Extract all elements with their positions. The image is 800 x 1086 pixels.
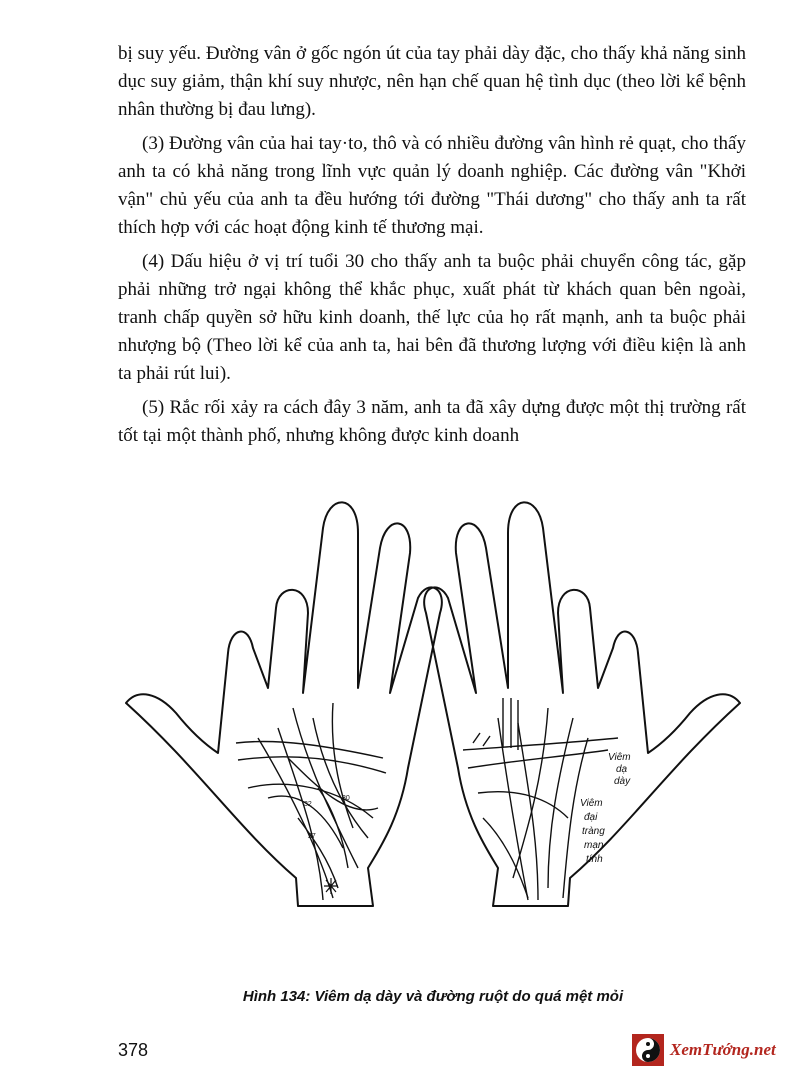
palm-figure	[118, 488, 748, 950]
age-mark-30: 30	[342, 795, 350, 802]
watermark-text: XemTướng.net	[670, 1040, 776, 1059]
paragraph-4: (5) Rắc rối xảy ra cách đây 3 năm, anh ta đã xây dựng được một thị trường rất tốt tại một thành phố, nhưng không được kinh doanh	[118, 397, 746, 446]
colitis-label-line-1: Viêm	[580, 798, 603, 809]
paragraph-1: bị suy yếu. Đường vân ở gốc ngón út của tay phải dày đặc, cho thấy khả năng sinh dục suy giảm, thận khí suy nhược, nên hạn chế quan hệ tình dục (theo lời kể bệnh nhân thường bị đau lưng).	[118, 43, 746, 120]
colitis-label-line-3: tràng	[582, 826, 605, 837]
figure-caption: Hình 134: Viêm dạ dày và đường ruột do quá mệt mỏi	[242, 988, 624, 1005]
left-hand-outline	[126, 502, 442, 906]
stomach-label-line-3: dày	[614, 776, 631, 787]
stomach-label-line-1: Viêm	[608, 752, 631, 763]
age-mark-27: 27	[308, 833, 316, 840]
colitis-label-line-2: đại	[584, 812, 598, 823]
star-mark	[324, 878, 338, 894]
colitis-label-line-5: tính	[586, 854, 603, 865]
stomach-label-line-2: dạ	[616, 764, 628, 775]
paragraph-2: (3) Đường vân của hai tay·to, thô và có nhiều đường vân hình rẻ quạt, cho thấy anh ta có khả năng trong lĩnh vực quản lý doanh nghiệp. Các đường vân "Khởi vận" chủ yếu của anh ta đều hướng tới đường "Thái dương" cho thấy anh ta rất thích hợp với các hoạt động kinh tế thương mại.	[118, 133, 746, 238]
body-text	[118, 40, 746, 456]
paragraph-3: (4) Dấu hiệu ở vị trí tuổi 30 cho thấy anh ta buộc phải chuyển công tác, gặp phải những trở ngại không thể khắc phục, xuất phát từ khách quan bên ngoài, tranh chấp quyền sở hữu kinh doanh, thế lực của họ rất mạnh, anh ta buộc phải nhượng bộ (Theo lời kể của anh ta, hai bên đã thương lượng với điều kiện là anh ta phải rút lui).	[118, 251, 746, 384]
yin-yang-icon	[632, 1034, 664, 1066]
right-hand-outline	[424, 502, 740, 906]
age-mark-32: 32	[304, 801, 312, 808]
colitis-label-line-4: mạn	[584, 840, 604, 851]
watermark	[632, 1032, 792, 1068]
page-number: 378	[118, 1040, 149, 1060]
palm-illustration	[118, 488, 748, 950]
